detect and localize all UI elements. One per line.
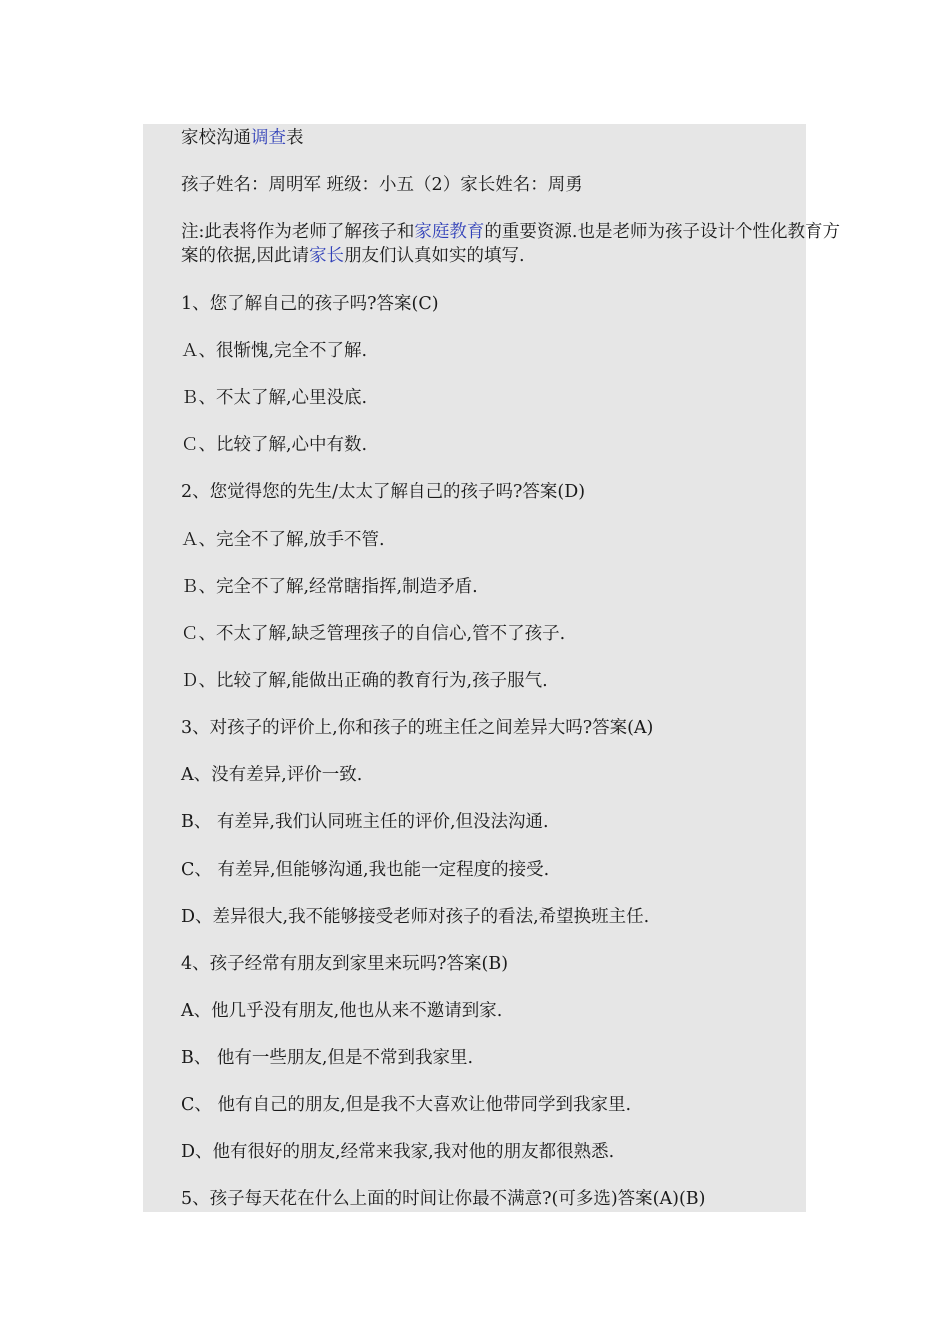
option-text: Ｃ、不太了解,缺乏管理孩子的自信心,管不了孩子. bbox=[181, 624, 566, 644]
link-survey[interactable]: 调查 bbox=[251, 128, 286, 148]
child-info-line: 孩子姓名：周明军 班级：小五（2）家长姓名：周勇 bbox=[181, 175, 583, 195]
option-text: C、 他有自己的朋友,但是我不大喜欢让他带同学到我家里. bbox=[181, 1095, 632, 1115]
option-text: Ｃ、比较了解,心中有数. bbox=[181, 435, 368, 455]
option-text: A、他几乎没有朋友,他也从来不邀请到家. bbox=[181, 1001, 503, 1021]
question-4: 4、孩子经常有朋友到家里来玩吗?答案(B) bbox=[181, 954, 509, 974]
survey-note: 注:此表将作为老师了解孩子和家庭教育的重要资源.也是老师为孩子设计个性化教育方案的依据,因此请家长朋友们认真如实的填写. bbox=[181, 222, 840, 266]
option-text: Ａ、完全不了解,放手不管. bbox=[181, 530, 385, 550]
option-text: C、 有差异,但能够沟通,我也能一定程度的接受. bbox=[181, 860, 550, 880]
question-1: 1、您了解自己的孩子吗?答案(C) bbox=[181, 294, 439, 314]
option-text: A、没有差异,评价一致. bbox=[181, 765, 363, 785]
option-text: Ｂ、完全不了解,经常瞎指挥,制造矛盾. bbox=[181, 577, 478, 597]
link-parents[interactable]: 家长 bbox=[309, 246, 345, 266]
question-2: 2、您觉得您的先生/太太了解自己的孩子吗?答案(D) bbox=[181, 482, 586, 502]
document-body bbox=[143, 124, 840, 1212]
option-text: Ａ、很惭愧,完全不了解. bbox=[181, 341, 368, 361]
option-text: Ｄ、比较了解,能做出正确的教育行为,孩子服气. bbox=[181, 671, 548, 691]
option-text: D、差异很大,我不能够接受老师对孩子的看法,希望换班主任. bbox=[181, 907, 650, 927]
link-family-education[interactable]: 家庭教育 bbox=[414, 222, 485, 242]
option-text: Ｂ、不太了解,心里没底. bbox=[181, 388, 368, 408]
option-text: B、 他有一些朋友,但是不常到我家里. bbox=[181, 1048, 474, 1068]
question-5: 5、孩子每天花在什么上面的时间让你最不满意?(可多选)答案(A)(B) bbox=[181, 1189, 706, 1209]
question-3: 3、对孩子的评价上,你和孩子的班主任之间差异大吗?答案(A) bbox=[181, 718, 654, 738]
option-text: D、他有很好的朋友,经常来我家,我对他的朋友都很熟悉. bbox=[181, 1142, 615, 1162]
option-text: B、 有差异,我们认同班主任的评价,但没法沟通. bbox=[181, 812, 549, 832]
survey-title: 家校沟通调查表 bbox=[181, 128, 304, 148]
